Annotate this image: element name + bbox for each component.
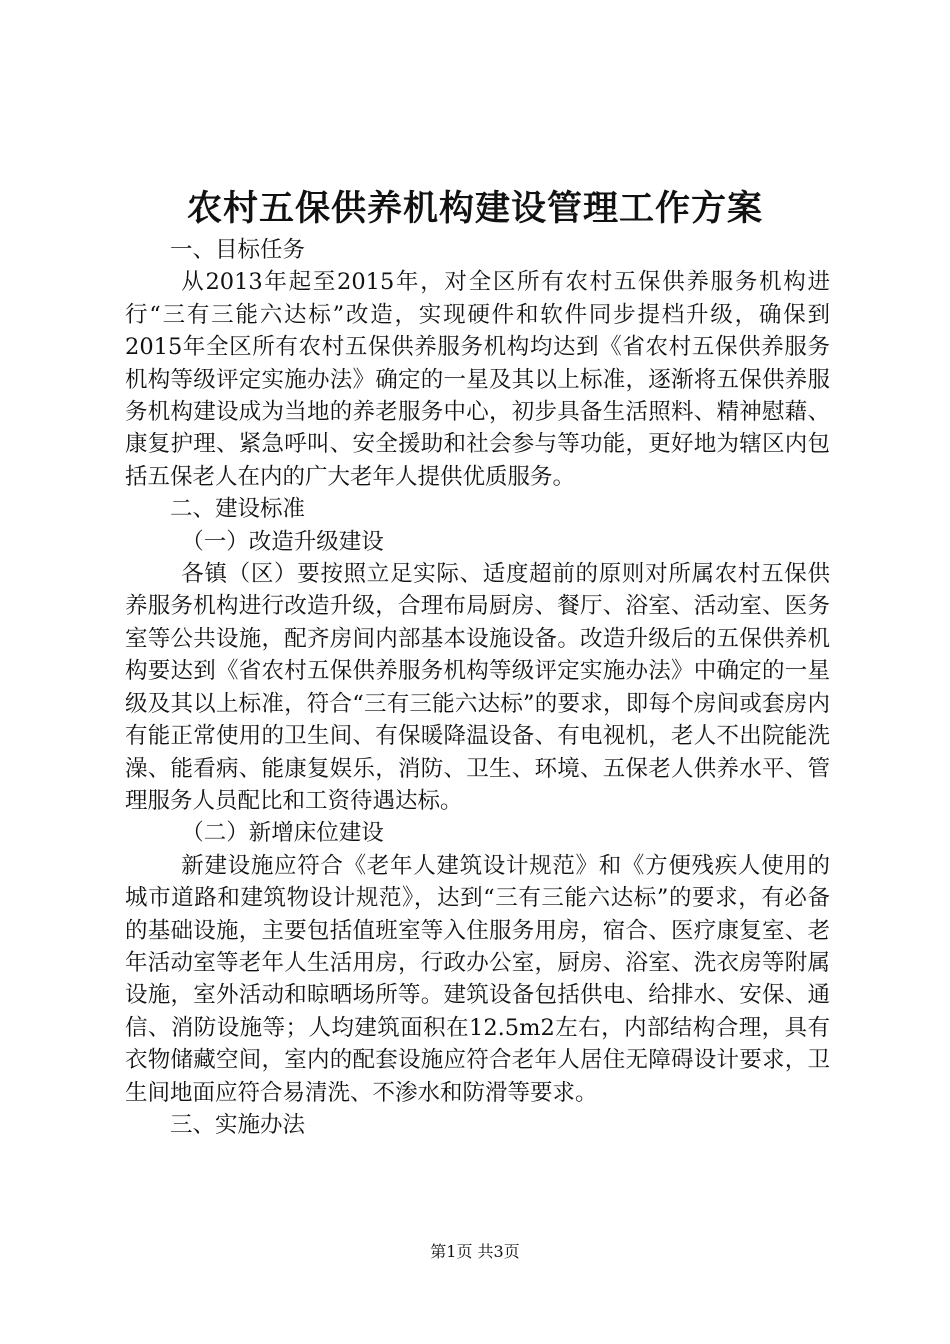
section-heading-implementation: 三、实施办法: [170, 1111, 306, 1138]
page-indicator: 第1页 共3页: [430, 1242, 520, 1261]
document-body: [125, 234, 830, 1141]
section-heading-goals: 一、目标任务: [170, 237, 306, 263]
subsection-heading-renovation: （一）改造升级建设: [181, 528, 384, 555]
subsection-heading-new-beds: （二）新增床位建设: [181, 820, 384, 847]
paragraph-new-beds: 新建设施应符合《老年人建筑设计规范》和《方便残疾人使用的城市道路和建筑物设计规范》，达到“三有三能六达标”的要求，有必备的基础设施，主要包括值班室等入住服务用房，宿合、医疗康复室、老年活动室等老年人生活用房，行政办公室，厨房、浴室、洗衣房等附属设施，室外活动和晾晒场所等。建筑设备包括供电、给排水、安保、通信、消防设施等；人均建筑面积在12.5m2左右，内部结构合理，具有衣物储藏空间，室内的配套设施应符合老年人居住无障碍设计要求，卫生间地面应符合易清洗、不渗水和防滑等要求。: [125, 852, 830, 1106]
document-title: 农村五保供养机构建设管理工作方案: [186, 188, 763, 229]
section-heading-standards: 二、建设标准: [170, 496, 306, 523]
paragraph-renovation: 各镇（区）要按照立足实际、适度超前的原则对所属农村五保供养服务机构进行改造升级，合理布局厨房、餐厅、浴室、活动室、医务室等公共设施，配齐房间内部基本设施设备。改造升级后的五保供养机构要达到《省农村五保供养服务机构等级评定实施办法》中确定的一星级及其以上标准，符合“三有三能六达标”的要求，即每个房间或套房内有能正常使用的卫生间、有保暖降温设备、有电视机，老人不出院能洗澡、能看病、能康复娱乐，消防、卫生、环境、五保老人供养水平、管理服务人员配比和工资待遇达标。: [125, 561, 830, 814]
page-footer: [0, 1241, 950, 1263]
paragraph-goals: 从2013年起至2015年，对全区所有农村五保供养服务机构进行“三有三能六达标”改造，实现硬件和软件同步提档升级，确保到2015年全区所有农村五保供养服务机构均达到《省农村五保供养服务机构等级评定实施办法》确定的一星及其以上标准，逐渐将五保供养服务机构建设成为当地的养老服务中心，初步具备生活照料、精神慰藉、康复护理、紧急呼叫、安全援助和社会参与等功能，更好地为辖区内包括五保老人在内的广大老年人提供优质服务。: [125, 269, 830, 490]
